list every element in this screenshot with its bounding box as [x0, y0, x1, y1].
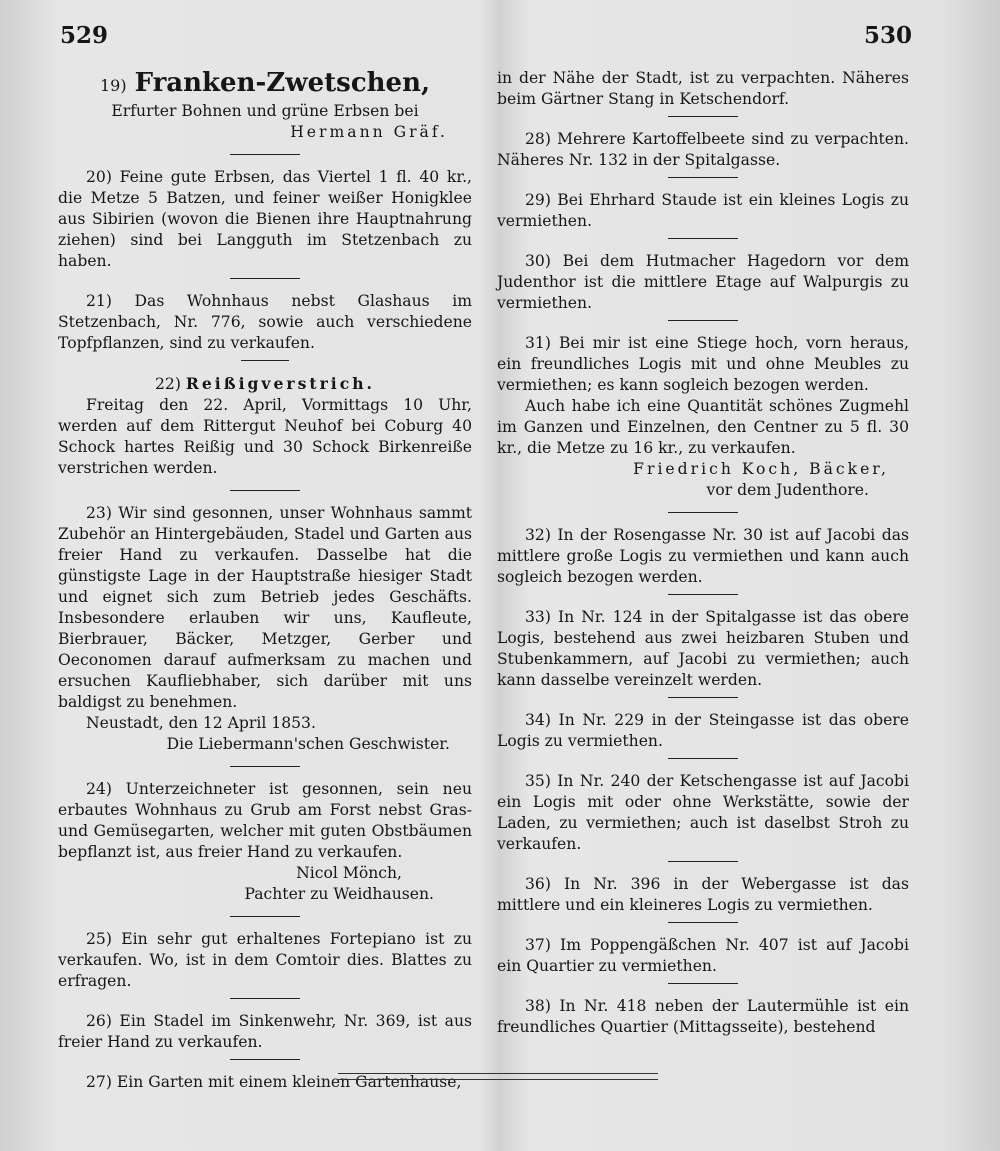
notice-23-signature: Die Liebermann'schen Geschwister.	[166, 735, 450, 753]
separator	[668, 320, 738, 321]
separator	[668, 116, 738, 117]
separator	[668, 594, 738, 595]
bottom-double-rule	[338, 1073, 658, 1080]
notice-20: 20) Feine gute Erbsen, das Viertel 1 fl. 40 kr., die Metze 5 Batzen, und feiner weißer Honigklee aus Sibirien (wovon die Bienen ihre Hauptnahrung ziehen) sind bei Langguth im Stetzenbach zu haben.	[58, 168, 472, 270]
notice-31-signature-name: Friedrich Koch, Bäcker,	[633, 460, 889, 478]
notice-19-number: 19)	[99, 76, 127, 95]
notice-24-signature-title: Pachter zu Weidhausen.	[244, 885, 434, 903]
notice-31-text-2: Auch habe ich eine Quantität schönes Zugmehl im Ganzen und Einzelnen, den Centner zu 5 fl. 30 kr., die Metze zu 16 kr., zu verkaufen.	[497, 397, 909, 457]
notice-26: 26) Ein Stadel im Sinkenwehr, Nr. 369, ist aus freier Hand zu verkaufen.	[58, 1012, 472, 1051]
notice-24-text: 24) Unterzeichneter ist gesonnen, sein neu erbautes Wohnhaus zu Grub am Forst nebst Gras- und Gemüsegarten, welcher mit guten Obstbäumen bepflanzt ist, aus freier Hand zu verkaufen.	[58, 780, 472, 861]
notice-19-title-line	[58, 68, 472, 101]
separator	[230, 766, 300, 767]
notice-38: 38) In Nr. 418 neben der Lautermühle ist ein freundliches Quartier (Mittagsseite), bestehend	[497, 997, 909, 1036]
left-column	[58, 68, 472, 1093]
separator	[230, 490, 300, 491]
notice-22-number: 22)	[155, 375, 181, 393]
notice-30: 30) Bei dem Hutmacher Hagedorn vor dem Judenthor ist die mittlere Etage auf Walpurgis zu vermiethen.	[497, 252, 909, 312]
notice-21: 21) Das Wohnhaus nebst Glashaus im Stetzenbach, Nr. 776, sowie auch verschiedene Topfpflanzen, sind zu verkaufen.	[58, 292, 472, 352]
notice-34: 34) In Nr. 229 in der Steingasse ist das obere Logis zu vermiethen.	[497, 711, 909, 750]
notice-35: 35) In Nr. 240 der Ketschengasse ist auf Jacobi ein Logis mit oder ohne Werkstätte, sowie der Laden, zu vermiethen; auch ist daselbst Stroh zu verkaufen.	[497, 772, 909, 853]
separator	[668, 697, 738, 698]
notice-19	[58, 68, 472, 143]
notice-37: 37) Im Poppengäßchen Nr. 407 ist auf Jacobi ein Quartier zu vermiethen.	[497, 936, 909, 975]
notice-33: 33) In Nr. 124 in der Spitalgasse ist das obere Logis, bestehend aus zwei heizbaren Stuben und Stubenkammern, auf Jacobi zu vermiethen; auch kann dasselbe vereinzelt werden.	[497, 608, 909, 689]
notice-36: 36) In Nr. 396 in der Webergasse ist das mittlere und ein kleineres Logis zu vermiethen.	[497, 875, 909, 914]
notice-22-heading: Reißigverstrich.	[185, 374, 375, 393]
notice-24-signature-name: Nicol Mönch,	[296, 864, 402, 882]
separator	[241, 360, 289, 361]
separator	[668, 922, 738, 923]
separator	[230, 998, 300, 999]
separator	[230, 1059, 300, 1060]
notice-23	[58, 503, 472, 755]
notice-32: 32) In der Rosengasse Nr. 30 ist auf Jacobi das mittlere große Logis zu vermiethen und kann auch sogleich bezogen werden.	[497, 526, 909, 586]
notice-22-heading-line	[58, 373, 472, 395]
notice-19-name: Hermann Gräf.	[290, 123, 448, 141]
notice-25: 25) Ein sehr gut erhaltenes Fortepiano ist zu verkaufen. Wo, ist in dem Comtoir dies. Blattes zu erfragen.	[58, 930, 472, 990]
page-number-left: 529	[60, 22, 109, 49]
notice-23-place-date: Neustadt, den 12 April 1853.	[86, 714, 316, 732]
notice-31-signature-location: vor dem Judenthore.	[706, 481, 869, 499]
separator	[668, 758, 738, 759]
separator	[230, 278, 300, 279]
separator	[668, 177, 738, 178]
notice-19-line: Erfurter Bohnen und grüne Erbsen bei	[111, 102, 419, 120]
notice-23-text: 23) Wir sind gesonnen, unser Wohnhaus sammt Zubehör an Hintergebäuden, Stadel und Garten aus freier Hand zu verkaufen. Dasselbe hat die günstigste Lage in der Hauptstraße hiesiger Stadt und eignet sich zum Betrieb jedes Geschäfts. Insbesondere erlauben wir uns, Kaufleute, Bierbrauer, Bäcker, Metzger, Gerber und Oeconomen darauf aufmerksam zu machen und ersuchen Kaufliebhaber, sich darüber mit uns baldigst zu benehmen.	[58, 504, 472, 711]
separator	[230, 154, 300, 155]
notice-31-text: 31) Bei mir ist eine Stiege hoch, vorn heraus, ein freundliches Logis mit und ohne Meubles zu vermiethen; es kann sogleich bezogen werden.	[497, 334, 909, 394]
notice-22	[58, 373, 472, 479]
notice-31	[497, 333, 909, 501]
notice-19-title: Franken-Zwetschen,	[134, 68, 431, 98]
separator	[230, 916, 300, 917]
notice-27: 27) Ein Garten mit einem kleinen Gartenhause,	[86, 1073, 462, 1091]
notice-27-continued: in der Nähe der Stadt, ist zu verpachten. Näheres beim Gärtner Stang in Ketschendorf.	[497, 69, 909, 108]
notice-28: 28) Mehrere Kartoffelbeete sind zu verpachten. Näheres Nr. 132 in der Spitalgasse.	[497, 130, 909, 169]
notice-24	[58, 779, 472, 905]
page-number-right: 530	[863, 22, 912, 49]
notice-29: 29) Bei Ehrhard Staude ist ein kleines Logis zu vermiethen.	[497, 191, 909, 230]
separator	[668, 238, 738, 239]
separator	[668, 512, 738, 513]
notice-22-text: Freitag den 22. April, Vormittags 10 Uhr, werden auf dem Rittergut Neuhof bei Coburg 40 Schock hartes Reißig und 30 Schock Birkenreiße verstrichen werden.	[58, 396, 472, 477]
separator	[668, 861, 738, 862]
right-column	[497, 68, 909, 1038]
separator	[668, 983, 738, 984]
